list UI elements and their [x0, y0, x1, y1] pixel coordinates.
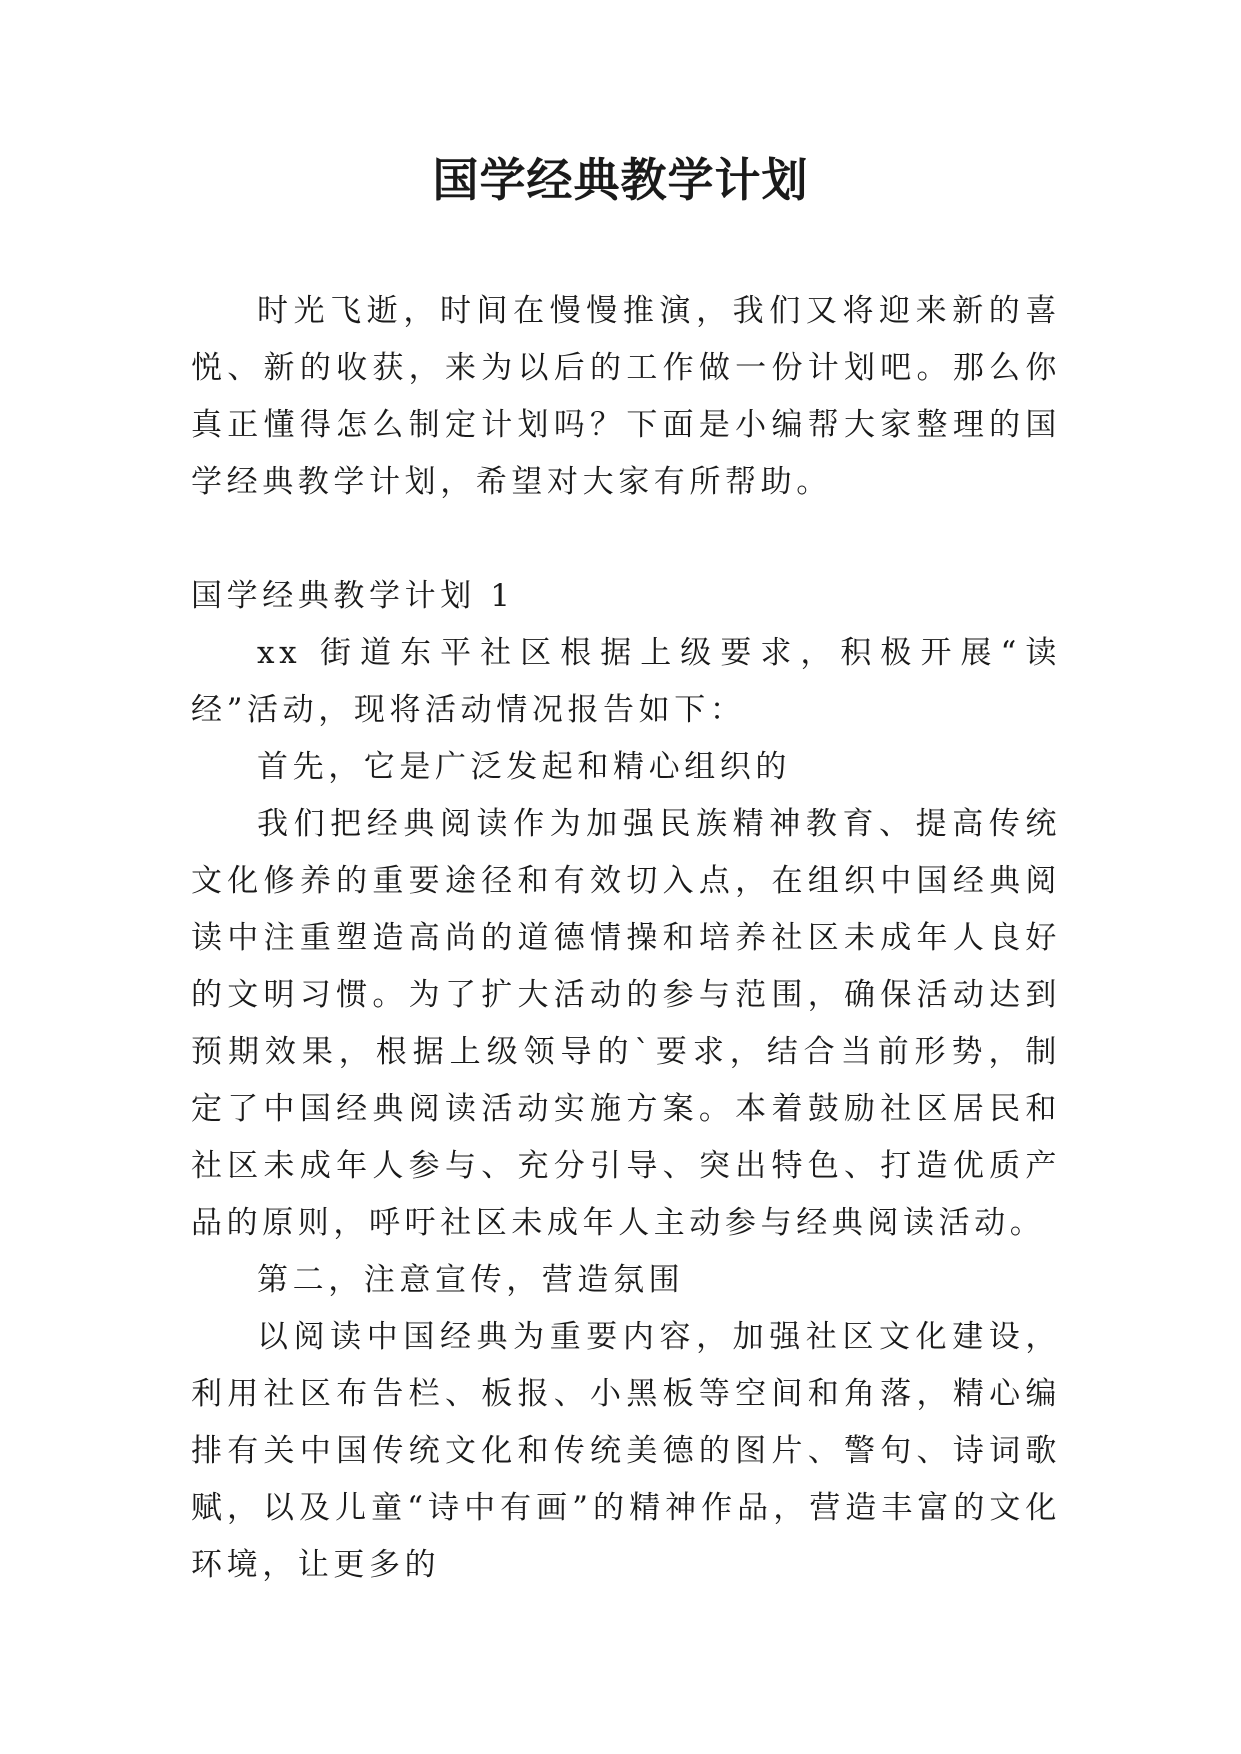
paragraph-4: 第二，注意宣传，营造氛围 — [257, 1262, 685, 1298]
paragraph-2: 首先，它是广泛发起和精心组织的 — [257, 749, 791, 785]
paragraph-1: xx 街道东平社区根据上级要求，积极开展“读经”活动，现将活动情况报告如下： — [191, 635, 1061, 728]
document-title: 国学经典教学计划 — [432, 153, 809, 207]
intro-paragraph: 时光飞逝，时间在慢慢推演，我们又将迎来新的喜悦、新的收获，来为以后的工作做一份计划吧。那么你真正懂得怎么制定计划吗？下面是小编帮大家整理的国学经典教学计划，希望对大家有所帮助。 — [191, 293, 1061, 500]
paragraph-5: 以阅读中国经典为重要内容，加强社区文化建设，利用社区布告栏、板报、小黑板等空间和角落，精心编排有关中国传统文化和传统美德的图片、警句、诗词歌赋，以及儿童“诗中有画”的精神作品，营造丰富的文化环境，让更多的 — [191, 1319, 1061, 1583]
document-body — [191, 283, 1061, 1594]
paragraph-3: 我们把经典阅读作为加强民族精神教育、提高传统文化修养的重要途径和有效切入点，在组织中国经典阅读中注重塑造高尚的道德情操和培养社区未成年人良好的文明习惯。为了扩大活动的参与范围，确保活动达到预期效果，根据上级领导的`要求，结合当前形势，制定了中国经典阅读活动实施方案。本着鼓励社区居民和社区未成年人参与、充分引导、突出特色、打造优质产品的原则，呼吁社区未成年人主动参与经典阅读活动。 — [191, 806, 1061, 1241]
spacer — [191, 511, 1061, 568]
section-heading: 国学经典教学计划 1 — [191, 578, 515, 614]
